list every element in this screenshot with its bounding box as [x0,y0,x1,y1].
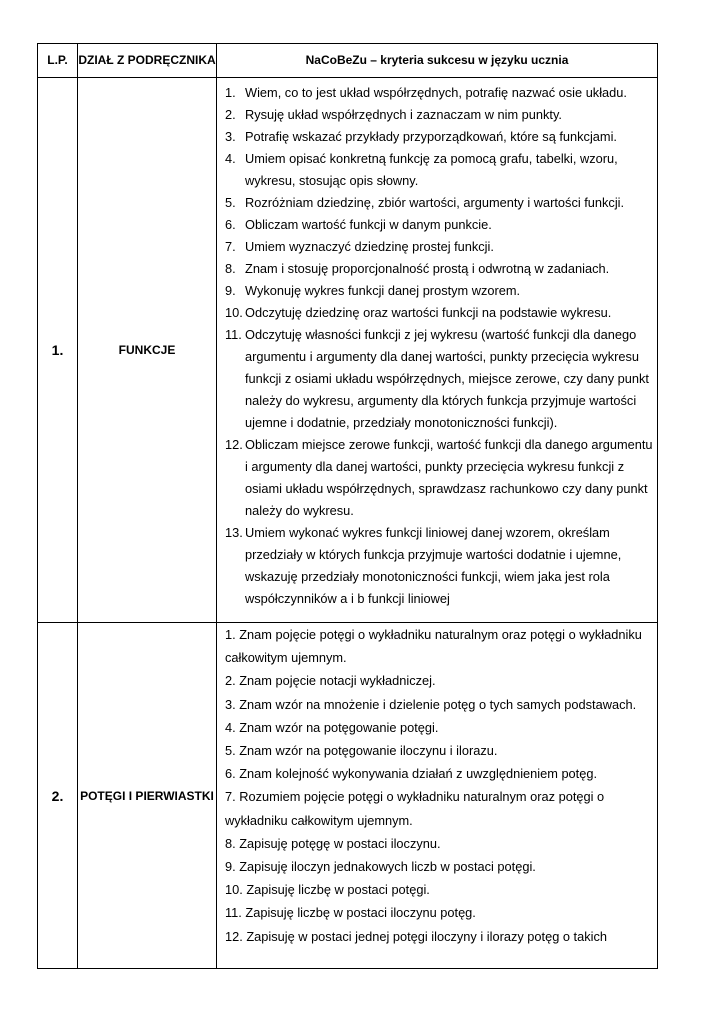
item-text: Umiem wykonać wykres funkcji liniowej danej wzorem, określam przedziały w których funkcja przyjmuje wartości dodatnie i ujemne, wskazuję przedziały monotoniczności funkcji, wiem jaka jest rola współczynników a i b funkcji liniowej [245,525,622,606]
item-text: Obliczam wartość funkcji w danym punkcie. [245,217,492,232]
list-item: 7. Rozumiem pojęcie potęgi o wykładniku naturalnym oraz potęgi o wykładniku całkowitym ujemnym. [225,789,605,828]
item-text: Umiem wyznaczyć dziedzinę prostej funkcji. [245,239,494,254]
item-number: 9. [225,283,236,298]
header-row [38,44,658,78]
criteria-table [37,43,658,969]
list-item: 1. Znam pojęcie potęgi o wykładniku naturalnym oraz potęgi o wykładniku całkowitym ujemnym. [225,627,642,666]
criteria-cell [217,623,658,969]
section-name: POTĘGI I PIERWIASTKI [78,623,217,969]
item-text: Wiem, co to jest układ współrzędnych, potrafię nazwać osie układu. [245,85,627,100]
item-text: Znam i stosuję proporcjonalność prostą i odwrotną w zadaniach. [245,261,610,276]
list-item [225,280,653,302]
item-text: Odczytuję własności funkcji z jej wykresu (wartość funkcji dla danego argumentu i argumenty dla danej wartości, punkty przecięcia wykresu funkcji z osiami układu współrzędnych, miejsce zerowe, czy dany punkt należy do wykresu, argumenty dla których funkcja przyjmuje wartości ujemne i dodatnie, przedziały monotoniczności funkcji). [245,327,649,430]
list-item [225,104,653,126]
item-text: Odczytuję dziedzinę oraz wartości funkcji na podstawie wykresu. [245,305,612,320]
list-item: 11. Zapisuję liczbę w postaci iloczynu potęg. [225,905,476,921]
item-number: 7. [225,239,236,254]
item-text: Rysuję układ współrzędnych i zaznaczam w nim punkty. [245,107,562,122]
item-number: 3. [225,129,236,144]
criteria-cell [217,78,658,623]
item-number: 8. [225,261,236,276]
table-row [38,623,658,969]
list-item [225,126,653,148]
section-name: FUNKCJE [78,78,217,623]
criteria-list [217,623,657,948]
item-number: 11. [225,327,242,342]
list-item [225,434,653,522]
row-number: 2. [38,623,78,969]
item-text: Rozróżniam dziedzinę, zbiór wartości, argumenty i wartości funkcji. [245,195,625,210]
item-text: Umiem opisać konkretną funkcję za pomocą grafu, tabelki, wzoru, wykresu, stosując opis słowny. [245,151,618,188]
list-item [225,324,653,434]
list-item: 5. Znam wzór na potęgowanie iloczynu i ilorazu. [225,743,498,759]
row-number: 1. [38,78,78,623]
header-criteria: NaCoBeZu – kryteria sukcesu w języku ucznia [217,44,658,78]
list-item [225,192,653,214]
list-item [225,302,653,324]
header-lp: L.P. [38,44,78,78]
item-text: Potrafię wskazać przykłady przyporządkowań, które są funkcjami. [245,129,617,144]
item-number: 5. [225,195,236,210]
list-item: 4. Znam wzór na potęgowanie potęgi. [225,719,439,735]
list-item: 12. Zapisuję w postaci jednej potęgi iloczyny i ilorazy potęg o takich [225,928,607,944]
list-item [225,236,653,258]
list-item [225,82,653,104]
table-row [38,78,658,623]
list-item: 2. Znam pojęcie notacji wykładniczej. [225,673,436,689]
list-item [225,522,653,610]
criteria-list [217,78,657,610]
item-number: 12. [225,437,243,452]
header-dzial: DZIAŁ Z PODRĘCZNIKA [78,44,217,78]
list-item: 10. Zapisuję liczbę w postaci potęgi. [225,882,430,898]
list-item [225,258,653,280]
item-text: Wykonuję wykres funkcji danej prostym wzorem. [245,283,521,298]
list-item: 8. Zapisuję potęgę w postaci iloczynu. [225,835,441,851]
list-item [225,148,653,192]
item-number: 6. [225,217,236,232]
list-item: 9. Zapisuję iloczyn jednakowych liczb w postaci potęgi. [225,859,536,875]
item-number: 10. [225,305,243,320]
list-item: 6. Znam kolejność wykonywania działań z uwzględnieniem potęg. [225,766,598,782]
item-text: Obliczam miejsce zerowe funkcji, wartość funkcji dla danego argumentu i argumenty dla danej wartości, punkty przecięcia wykresu funkcji z osiami układu współrzędnych, sprawdzasz rachunkowo czy dany punkt należy do wykresu. [245,437,653,518]
item-number: 4. [225,151,236,166]
list-item: 3. Znam wzór na mnożenie i dzielenie potęg o tych samych podstawach. [225,696,637,712]
item-number: 1. [225,85,236,100]
list-item [225,214,653,236]
item-number: 13. [225,525,243,540]
item-number: 2. [225,107,236,122]
